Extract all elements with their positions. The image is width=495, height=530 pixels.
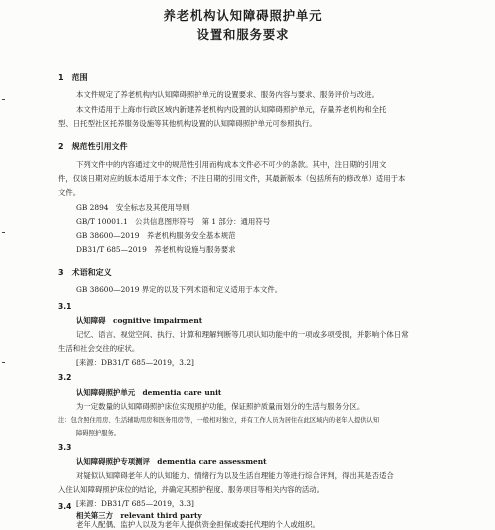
document-title-line1: 养老机构认知障碍照护单元	[163, 8, 323, 23]
margin-mark	[2, 232, 5, 233]
term-title: 相关第三方 relevant third party	[76, 511, 202, 520]
section-1-paragraph-2-line-2: 型、日托型社区托养服务设施等其他机构设置的认知障碍照护单元可参照执行。	[58, 119, 317, 128]
margin-mark	[2, 99, 5, 100]
term-number: 3.2	[58, 373, 72, 382]
section-1-paragraph-2-line-1: 本文件适用于上海市行政区域内新建养老机构内设置的认知障碍照护单元，存量养老机构和全托	[76, 105, 387, 114]
term-definition-line-1: 为一定数量的认知障碍照护床位实现照护功能，保证照护质量而划分的生活与服务分区。	[76, 402, 365, 411]
term-title: 认知障碍 cognitive impairment	[76, 316, 203, 325]
term-definition-line-1: 老年人配偶、监护人以及为老年人提供资金担保或委托代理的个人或组织。	[76, 520, 320, 529]
section-3-heading: 3 术语和定义	[58, 268, 112, 277]
section-1-paragraph-1: 本文件规定了养老机构内认知障碍照护单元的设置要求、服务内容与要求、服务评价与改进。	[76, 90, 380, 99]
term-definition-line-2: 入住认知障碍照护床位的结论，并确定其照护程度、服务项目等相关内容的活动。	[58, 485, 325, 494]
term-title: 认知障碍照护专项测评 dementia care assessment	[76, 457, 267, 466]
section-1-heading: 1 范围	[58, 73, 88, 82]
term-source: [来源：DB31/T 685—2019，3.3]	[76, 499, 194, 508]
normative-reference: DB31/T 685—2019 养老机构设施与服务要求	[76, 245, 236, 254]
term-definition-line-2: 生活和社会交往的症状。	[58, 344, 140, 353]
normative-reference: GB 38600—2019 养老机构服务安全基本规范	[76, 231, 236, 240]
section-2-paragraph-line-2: 件，仅该日期对应的版本适用于本文件；不注日期的引用文件，其最新版本（包括所有的修改单）适用于本	[58, 174, 406, 183]
section-2-paragraph-line-3: 文件。	[58, 188, 81, 197]
margin-mark	[2, 362, 5, 363]
term-definition-line-1: 对疑似认知障碍老年人的认知能力、情绪行为以及生活自理能力等进行综合评判，得出其是否适合	[76, 471, 394, 480]
normative-reference: GB/T 10001.1 公共信息图形符号 第 1 部分：通用符号	[76, 217, 271, 226]
term-note-line-1: 注：包含照住用房、生活辅助用房和医务用房等，一般相对独立，并有工作人员为居住在此区域内的老年人提供认知	[58, 417, 380, 424]
document-title-line2: 设置和服务要求	[196, 27, 290, 42]
term-number: 3.3	[58, 443, 72, 452]
term-definition-line-1: 记忆、语言、视觉空间、执行、计算和理解判断等几项认知功能中的一项或多项受损，并影响个体日常	[76, 330, 409, 339]
term-title: 认知障碍照护单元 dementia care unit	[76, 388, 222, 397]
section-3-intro: GB 38600—2019 界定的以及下列术语和定义适用于本文件。	[76, 285, 283, 294]
section-2-paragraph-line-1: 下列文件中的内容通过文中的规范性引用而构成本文件必不可少的条款。其中，注日期的引用文	[76, 160, 387, 169]
section-2-heading: 2 规范性引用文件	[58, 142, 128, 151]
term-number: 3.4	[58, 502, 72, 511]
term-source: [来源：DB31/T 685—2019，3.2]	[76, 358, 194, 367]
normative-reference: GB 2894 安全标志及其使用导则	[76, 203, 190, 212]
term-note-line-2: 障碍照护服务。	[76, 430, 121, 437]
term-number: 3.1	[58, 302, 72, 311]
